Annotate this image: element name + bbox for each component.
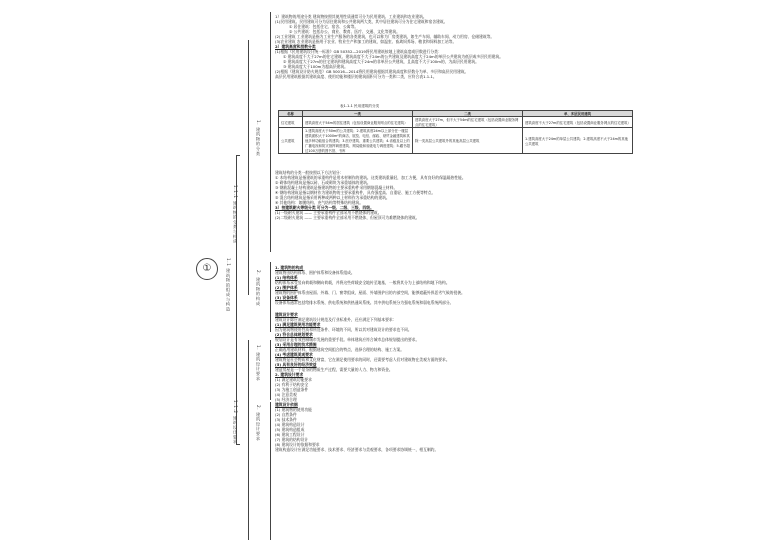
- text-line: ② 建筑高度大于27m的住宅建筑和建筑高度大于24m的非单层公共建筑，且高度不大于100m的，为高层民用建筑。: [283, 59, 479, 64]
- text-line: (6) 建筑工程设计: [275, 432, 305, 437]
- text-line: 1）建筑物的用途分类 建筑物按照其使用性质通常可分为民用建筑、工业建筑和农业建筑。: [275, 14, 427, 19]
- text-line: ② 公共建筑：包括办公、商业、教育、医疗、交通、文化等建筑。: [289, 29, 400, 34]
- text-line: ③ 钢筋混凝土结构建筑是指建筑物的主要承重构件采用钢筋混凝土材料。: [275, 185, 398, 190]
- bracket-l1-top: [236, 155, 240, 156]
- text-line: 建造房屋是一个复杂的物质生产过程，需要大量的人力、物力和资金。: [275, 367, 393, 372]
- text-line: (2) 有利于结构安全: [275, 382, 309, 387]
- text-line: 建筑结构的分类一般按照以下方法划分：: [275, 170, 344, 175]
- table-cell: 公共建筑: [279, 128, 303, 154]
- section-structure: [275, 170, 635, 220]
- section-composition: [275, 265, 635, 305]
- text-line: (5) 建筑构造组成: [275, 427, 305, 432]
- text-line: 建筑物的围护体系由屋面、外墙、门、窗等组成，屋面、外墙围护出的内部空间，能够遮蔽外界恶劣气候的侵袭。: [275, 290, 465, 295]
- level3-label-3: 1. 建筑设计要求: [256, 345, 261, 381]
- table-cell: 建筑高度大于27m，但不大于54m的住宅建筑（包括设置商业服务网点的住宅建筑）: [413, 117, 523, 128]
- level3-label-1: 1. 建筑物的分类: [256, 120, 261, 156]
- table-header: 单、多层民用建筑: [523, 111, 633, 117]
- table-cell: 住宅建筑: [279, 117, 303, 128]
- table-row: [279, 128, 633, 154]
- text-line: 建筑设计要求: [275, 312, 298, 317]
- text-line: (2)根据《建筑设计防火规范》GB 50016—2014将民用建筑根据其建筑高度和层数分为单、多层和高层民用建筑。: [275, 69, 469, 74]
- text-line: (4) 建筑构造设计: [275, 422, 305, 427]
- text-line: (2)工业建筑 工业建筑是指为工业生产服务的各类建筑，也可以称为厂房类建筑，如生产车间、辅助车间、动力用房、仓储建筑等。: [275, 34, 495, 39]
- bracket-l2-2: [248, 340, 249, 540]
- text-line: ① 建筑高度不大于27m的住宅建筑、建筑高度不大于24m的公共建筑及建筑高度大于24m的单层公共建筑为低层或多层民用建筑。: [283, 54, 504, 59]
- table-cell: 建筑高度大于54m的居住建筑（包括设置商业服务网点的住宅建筑）: [303, 117, 413, 128]
- bracket-l3-2: [270, 262, 271, 332]
- section-design-requirements: [275, 312, 635, 452]
- text-line: 正确选用建筑材料，根据建筑空间组合的特点，选择合理的结构、施工方案。: [275, 347, 405, 352]
- table-cell: 建筑高度不大于27m的住宅建筑（包括设置商业服务网点的住宅建筑）: [523, 117, 633, 128]
- text-line: (1) 满足建筑功能要求: [275, 377, 312, 382]
- text-line: (8) 建筑设计的依据和要求: [275, 442, 320, 447]
- text-line: 设备体系通常包括给排水系统、供电系统和供热通风系统。其中供电系统分为强电系统和弱电系统两部分。: [275, 300, 454, 305]
- text-line: (1)根据《民用建筑设计统一标准》GB 50352—2019将民用建筑按地上建筑高度或层数进行分类：: [275, 49, 442, 54]
- table-row: [279, 117, 633, 128]
- level3-label-2: 2. 建筑物的构成: [256, 270, 261, 306]
- text-line: (3) 采用合理的技术措施: [275, 342, 317, 347]
- text-line: (2) 自然条件: [275, 412, 297, 417]
- text-line: ⑤ 混合结构建筑是指采用两种或两种以上材料作为承重结构的建筑。: [275, 195, 390, 200]
- text-line: (3) 为施工创造条件: [275, 387, 309, 392]
- text-line: 2. 建筑设计要求: [275, 372, 304, 377]
- level2-label-1: 1.1.1 建筑物的分类与构成: [233, 185, 238, 244]
- text-line: (3) 技术条件: [275, 417, 297, 422]
- text-line: ④ 钢结构建筑是指以钢材作为建筑物的主要承重构件，具有强度高、自重轻、施工方便等特点。: [275, 190, 436, 195]
- text-line: (5) 具有良好的经济效益: [275, 362, 317, 367]
- text-line: (2) 围护体系: [275, 285, 298, 290]
- text-line: 高层民用建筑根据其建筑高度、使用功能和楼层的建筑面积可分为一类和二类，应符合表1.1-1。: [275, 74, 437, 79]
- text-line: ⑥ 其他结构：如膜结构、充气结构等特殊结构建筑。: [275, 200, 364, 205]
- building-class-table: [278, 110, 633, 154]
- bracket-l2-1: [248, 40, 249, 295]
- bracket-l3-3: [270, 340, 271, 400]
- section-classification: [275, 14, 635, 79]
- text-line: 建筑物由结构体系、围护体系和设备体系组成。: [275, 270, 355, 275]
- text-line: 2）建筑高度和层数分类: [275, 44, 316, 49]
- table-header: 名称: [279, 111, 303, 117]
- text-line: ① 木结构建筑是指建筑的承重构件是用木材制作的建筑。这类建筑重量轻，加工方便，具有良好的保温隔热性能。: [275, 175, 466, 180]
- table-cell: 1.建筑高度大于50m的公共建筑；2.建筑高度24m以上部分任一楼层建筑面积大于1000m²的商店、展览、电信、邮政、财贸金融建筑和其他多种功能组合的建筑；3.医疗建筑、重要公共建筑；4.省级及以上的广播电视和防灾指挥调度建筑、网局级和省级电力调度建筑；5.藏书超过100万册的图书馆、书库: [303, 128, 413, 154]
- text-line: (3) 设备体系: [275, 295, 298, 300]
- text-line: (3)农业建筑 农业建筑是指用于农业、牧业生产和加工的建筑，如温室、畜禽饲养场、粮食和饲料加工站等。: [275, 39, 457, 44]
- text-line: (1) 建筑物的使用功能: [275, 407, 312, 412]
- table-header: 一类: [303, 111, 413, 117]
- table-caption: 表1.1-1 民用建筑的分类: [340, 104, 380, 108]
- bracket-l3-4: [270, 402, 271, 540]
- level3-label-4: 2. 建筑设计要求: [256, 405, 261, 441]
- text-line: ③ 建筑高度大于100m为超高层建筑。: [283, 64, 348, 69]
- text-line: ① 居住建筑：包括住宅、宿舍、公寓等。: [289, 24, 359, 29]
- text-line: (4) 考虑建筑美观要求: [275, 352, 313, 357]
- text-line: (1)民用建筑。民用建筑可分为居住建筑和公共建筑两大类，其中居住建筑可分为住宅建筑和宿舍建筑。: [275, 19, 448, 24]
- text-line: 1. 建筑物的构成: [275, 265, 304, 270]
- text-line: ② 砌体结构建筑是指以砖、石或砌块为承重墙体的建筑。: [275, 180, 371, 185]
- text-line: 3）按建筑耐火等级分类 可分为一级、二级、三级、四级。: [275, 205, 374, 210]
- bracket-l3-1: [270, 12, 271, 252]
- text-line: 建筑设计依据: [275, 402, 298, 407]
- text-line: (2) 符合总体规划要求: [275, 332, 313, 337]
- root-node: ①: [196, 258, 218, 280]
- text-line: (7) 建筑的结构设计: [275, 437, 309, 442]
- text-line: 建筑物是社会物质和文化财富，它在满足使用要求的同时，还需要考虑人们对建筑物在美观方面的要求。: [275, 357, 450, 362]
- text-line: (1) 满足建筑使用功能要求: [275, 322, 321, 327]
- level1-label: 1.1 建筑物的组成与构造: [226, 258, 231, 312]
- level2-label-2: 1.1.2 建筑设计要求: [233, 400, 238, 445]
- text-line: 规划设计是有效控制城市发展的重要手段。单体建筑应符合城市总体规划提出的要求。: [275, 337, 420, 342]
- text-line: (1)一级耐火建筑 —— 主要承重构件全部采用不燃烧体的建筑。: [275, 210, 382, 215]
- text-line: 因为建筑物使用性质和所处条件、环境的不同，所以其对建筑设计的要求也不同。: [275, 327, 412, 332]
- text-line: (4) 注意美观: [275, 392, 297, 397]
- text-line: (2)二级耐火建筑 —— 主要承重构件全部采用不燃烧体，但屋顶可为难燃烧体的建筑。: [275, 215, 420, 220]
- text-line: 结构体系承受竖向荷载和侧向荷载，并将这些荷载安全地传至地基，一般将其分为上部结构和地下结构。: [275, 280, 450, 285]
- table-cell: 除一类高层公共建筑外的其他高层公共建筑: [413, 128, 523, 154]
- table-header: 二类: [413, 111, 523, 117]
- text-line: (1) 结构体系: [275, 275, 298, 280]
- text-line: 建筑设计除应满足建筑设计规范及行业标准外，还应满足下列基本要求：: [275, 317, 397, 322]
- table-cell: 1.建筑高度大于24m的单层公共建筑；2.建筑高度不大于24m的其他公共建筑: [523, 128, 633, 154]
- text-line: (5) 经济合理: [275, 397, 297, 402]
- text-line: 建筑构造设计应满足功能要求、技术要求、经济要求与美观要求，各项要求协调统一，相互制约。: [275, 447, 439, 452]
